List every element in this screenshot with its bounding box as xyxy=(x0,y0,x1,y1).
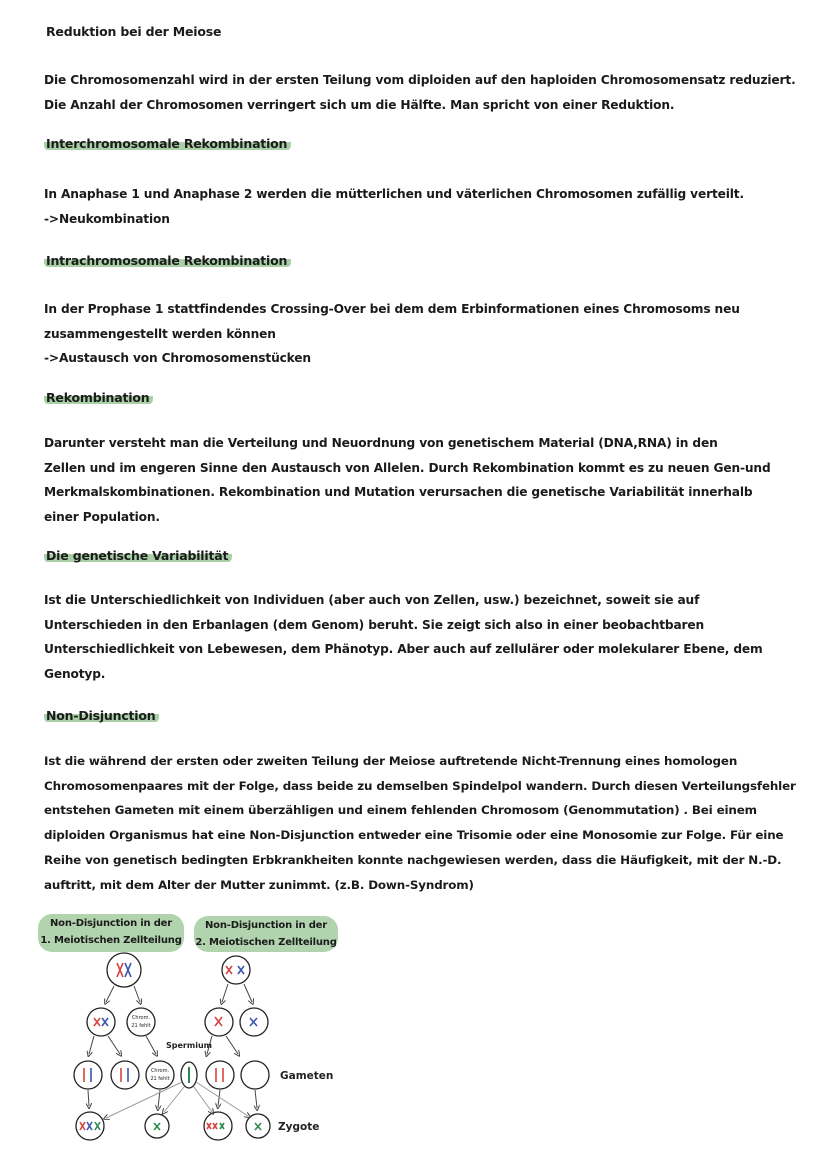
text-line: entstehen Gameten mit einem überzähligen und einem fehlenden Chromosom (Genommutation) . Bei einem xyxy=(44,803,757,818)
gamete-3 xyxy=(146,1061,174,1089)
chrom-note-2: Chrom. xyxy=(150,1068,170,1074)
gamete-6 xyxy=(241,1061,269,1089)
text-line: Ist die während der ersten oder zweiten Teilung der Meiose auftretende Nicht-Trennung eines homologen xyxy=(44,754,738,768)
heading-intrachromosomal: Intrachromosomale Rekombination xyxy=(44,253,291,268)
paragraph-intrachromosomal xyxy=(44,297,804,371)
label-line: 2. Meiotischen Zellteilung xyxy=(195,937,337,948)
cell-parent-right xyxy=(222,956,250,984)
text-line: Darunter versteht man die Verteilung und Neuordnung von genetischem Material (DNA,RNA) in den xyxy=(44,436,718,450)
gameten-label: Gameten xyxy=(280,1070,334,1082)
text-line: Ist die Unterschiedlichkeit von Individuen (aber auch von Zellen, usw.) bezeichnet, soweit sie auf xyxy=(44,593,700,607)
text-line: Chromosomenpaares mit der Folge, dass beide zu demselben Spindelpol wandern. Durch diesen Verteilungsfehler xyxy=(44,778,796,793)
non-disjunction-diagram xyxy=(0,950,360,1150)
text-line: Die Anzahl der Chromosomen verringert sich um die Hälfte. Man spricht von einer Reduktion. xyxy=(44,97,675,112)
text-line: In der Prophase 1 stattfindendes Crossing-Over bei dem dem Erbinformationen eines Chromosoms neu xyxy=(44,302,740,316)
chrom-note-1b: 21 fehlt xyxy=(131,1023,151,1029)
paragraph-rekombination xyxy=(44,431,804,530)
text-line: auftritt, mit dem Alter der Mutter zunimmt. (z.B. Down-Syndrom) xyxy=(44,877,474,892)
paragraph-genetische-variabilitaet xyxy=(44,588,804,687)
gamete-1 xyxy=(74,1061,102,1089)
text-line: Die Chromosomenzahl wird in der ersten Teilung vom diploiden auf den haploiden Chromosomensatz reduziert. xyxy=(44,73,796,87)
heading-reduktion: Reduktion bei der Meiose xyxy=(46,24,222,39)
text-line: Unterschieden in den Erbanlagen (dem Genom) beruht. Sie zeigt sich also in einer beobachtbaren xyxy=(44,617,705,632)
paragraph-interchromosomal xyxy=(44,182,804,231)
heading-interchromosomal: Interchromosomale Rekombination xyxy=(44,136,291,151)
zygote-label: Zygote xyxy=(278,1121,320,1133)
heading-rekombination: Rekombination xyxy=(44,390,153,405)
label-line: Non-Disjunction in der xyxy=(50,918,172,929)
cell-meiosis1-a xyxy=(87,1008,115,1036)
cell-meiosis1-b xyxy=(127,1008,155,1036)
text-line: ->Austausch von Chromosomenstücken xyxy=(44,351,311,366)
diagram-label-meiosis-2 xyxy=(194,917,338,951)
text-line: diploiden Organismus hat eine Non-Disjunction entweder eine Trisomie oder eine Monosomie zur Folge. Für eine xyxy=(44,828,784,843)
text-line: Zellen und im engeren Sinne den Austausch von Allelen. Durch Rekombination kommt es zu neuen Gen-und xyxy=(44,460,771,475)
text-line: Merkmalskombinationen. Rekombination und Mutation verursachen die genetische Variabilität innerhalb xyxy=(44,485,753,500)
heading-genetische-variabilitaet: Die genetische Variabilität xyxy=(44,548,232,563)
cell-parent-left xyxy=(107,953,141,987)
paragraph-non-disjunction xyxy=(44,749,804,897)
text-line: In Anaphase 1 und Anaphase 2 werden die mütterlichen und väterlichen Chromosomen zufällig verteilt. xyxy=(44,187,744,201)
label-line: Non-Disjunction in der xyxy=(205,920,327,931)
text-line: Genotyp. xyxy=(44,667,106,682)
text-line: Reihe von genetisch bedingten Erbkrankheiten konnte nachgewiesen werden, dass die Häufigkeit, mit der N.-D. xyxy=(44,852,782,867)
diagram-label-meiosis-1 xyxy=(38,915,184,949)
text-line: einer Population. xyxy=(44,510,160,525)
text-line: ->Neukombination xyxy=(44,211,170,226)
heading-non-disjunction: Non-Disjunction xyxy=(44,708,159,723)
gamete-2 xyxy=(111,1061,139,1089)
text-line: Unterschiedlichkeit von Lebewesen, dem Phänotyp. Aber auch auf zellulärer oder molekularer Ebene, dem xyxy=(44,642,763,657)
chrom-note-1: Chrom. xyxy=(131,1015,151,1021)
paragraph-reduktion xyxy=(44,68,804,117)
chrom-note-2b: 21 fehlt xyxy=(150,1076,170,1082)
label-line: 1. Meiotischen Zellteilung xyxy=(40,935,182,946)
spermium-label: Spermium xyxy=(166,1041,212,1050)
gamete-5 xyxy=(206,1061,234,1089)
text-line: zusammengestellt werden können xyxy=(44,326,276,341)
